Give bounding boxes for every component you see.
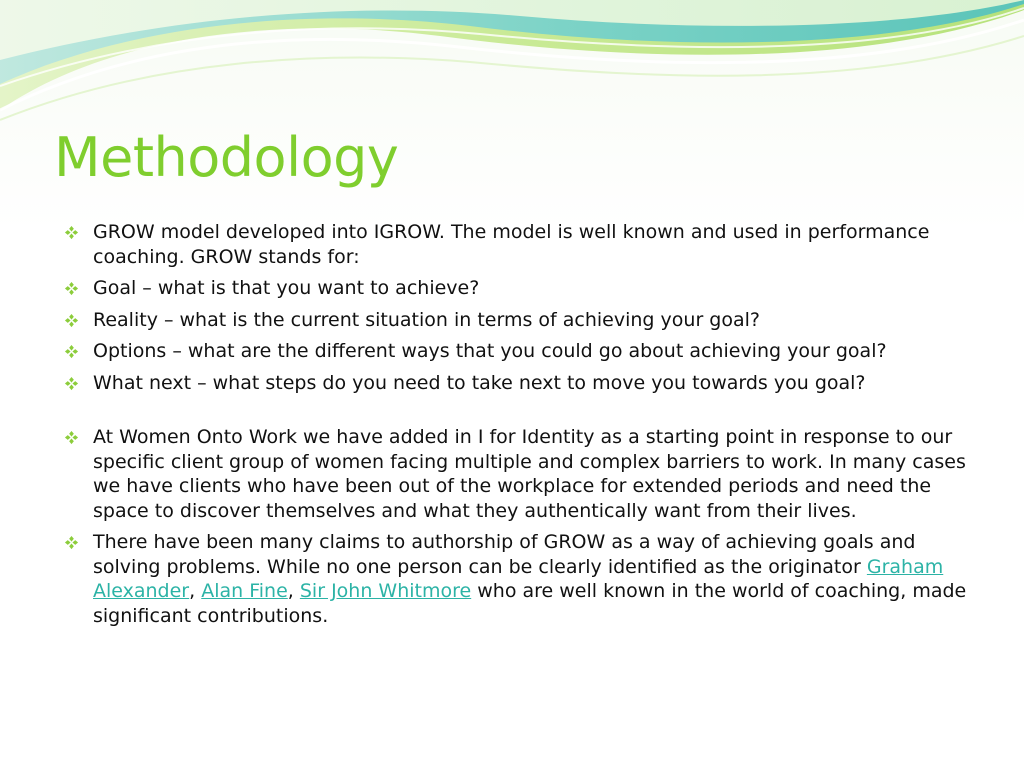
bullet-item (64, 371, 974, 396)
bullet-text: What next – what steps do you need to take next to move you towards you goal? (93, 371, 866, 394)
bullet-item (64, 530, 974, 628)
diamond-cluster-icon (64, 225, 79, 240)
bullet-text: Goal – what is that you want to achieve? (93, 277, 480, 299)
diamond-cluster-icon (64, 376, 79, 391)
bullet-item (64, 308, 974, 333)
diamond-cluster-icon (64, 344, 79, 359)
bullet-item (64, 425, 974, 523)
bullet-item (64, 339, 974, 364)
bullet-text-before: There have been many claims to authorship of GROW as a way of achieving goals and solving problems. While no one person can be clearly identified as the originator (93, 531, 916, 578)
bullet-text: GROW model developed into IGROW. The model is well known and used in performance coaching. GROW stands for: (93, 221, 930, 268)
diamond-cluster-icon (64, 535, 79, 550)
bullet-item (64, 220, 974, 269)
bullet-text: Reality – what is the current situation in terms of achieving your goal? (93, 308, 760, 331)
diamond-cluster-icon (64, 281, 79, 296)
bullet-text (93, 531, 966, 627)
link-sir-john-whitmore[interactable]: Sir John Whitmore (299, 580, 472, 602)
separator: , (287, 580, 300, 602)
bullet-text-after: who are well known in the world of coaching, made significant contributions. (93, 580, 967, 627)
bullet-text: Options – what are the different ways that you could go about achieving your goal? (93, 340, 887, 362)
diamond-cluster-icon (64, 430, 79, 445)
bullet-item (64, 276, 974, 301)
bullet-list (64, 220, 974, 635)
link-alan-fine[interactable]: Alan Fine (201, 580, 288, 602)
bullet-text: At Women Onto Work we have added in I for Identity as a starting point in response to our specific client group of women facing multiple and complex barriers to work. In many cases we have clients who have been out of the workplace for extended periods and need the space to discover themselves and what they authentically want from their lives. (93, 426, 966, 522)
diamond-cluster-icon (64, 313, 79, 328)
link-graham-alexander[interactable]: Graham Alexander (93, 555, 944, 602)
separator: , (189, 580, 202, 602)
slide-title: Methodology (54, 126, 399, 189)
